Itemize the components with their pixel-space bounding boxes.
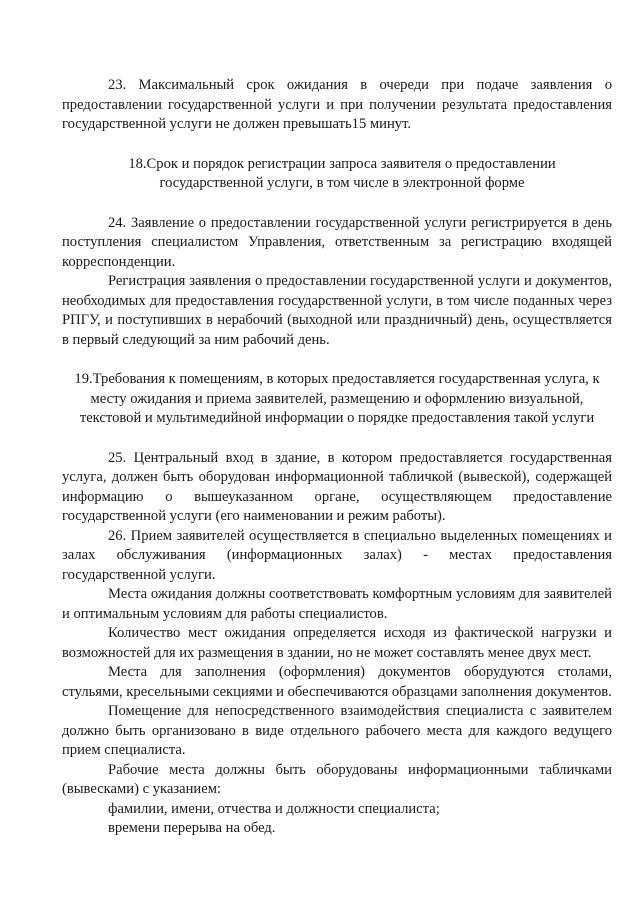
paragraph-25: 25. Центральный вход в здание, в котором предоставляется государственная услуга, должен быть оборудован информационной табличкой (вывеской), содержащей информацию о вышеуказанном органе, осуществляющем предоставление государственной услуги (его наименовании и режим работы). bbox=[62, 449, 612, 524]
paragraph-26-filling-places: Места для заполнения (оформления) документов оборудуются столами, стульями, кресельными секциями и обеспечиваются образцами заполнения документов. bbox=[62, 664, 612, 700]
paragraph-26-workplaces: Рабочие места должны быть оборудованы информационными табличками (вывесками) с указанием: bbox=[62, 761, 612, 797]
paragraph-26: 26. Прием заявителей осуществляется в специально выделенных помещениях и залах обслуживания (информационных залах) - местах предоставления государственной услуги. bbox=[62, 527, 612, 583]
list-item-lunch-break: времени перерыва на обед. bbox=[108, 820, 276, 836]
document-page bbox=[62, 76, 612, 839]
section-heading-19: 19.Требования к помещениям, в которых предоставляется государственная услуга, к месту ожидания и приема заявителей, размещению и оформлению визуальной, текстовой и мультимедийной информации о порядке предоставления такой услуги bbox=[74, 371, 600, 426]
paragraph-24: 24. Заявление о предоставлении государственной услуги регистрируется в день поступления специалистом Управления, ответственным за регистрацию входящей корреспонденции. bbox=[62, 214, 612, 270]
list-item-specialist-name: фамилии, имени, отчества и должности специалиста; bbox=[108, 800, 440, 817]
paragraph-26-waiting-count: Количество мест ожидания определяется исходя из фактической нагрузки и возможностей для их размещения в здании, но не может составлять менее двух мест. bbox=[62, 625, 612, 661]
section-heading-18: 18.Срок и порядок регистрации запроса заявителя о предоставлении государственной услуги, в том числе в электронной форме bbox=[128, 155, 556, 191]
paragraph-26-waiting-places: Места ожидания должны соответствовать комфортным условиям для заявителей и оптимальным условиям для работы специалистов. bbox=[62, 586, 612, 622]
paragraph-24-registration: Регистрация заявления о предоставлении государственной услуги и документов, необходимых для предоставления государственной услуги, в том числе поданных через РПГУ, и поступивших в нерабочий (выходной или праздничный) день, осуществляется в первый следующий за ним рабочий день. bbox=[62, 273, 612, 348]
paragraph-26-interaction-room: Помещение для непосредственного взаимодействия специалиста с заявителем должно быть организовано в виде отдельного рабочего места для каждого ведущего прием специалиста. bbox=[62, 703, 612, 758]
paragraph-23: 23. Максимальный срок ожидания в очереди при подаче заявления о предоставлении государственной услуги и при получении результата предоставления государственной услуги не должен превышать15 минут. bbox=[62, 77, 612, 132]
